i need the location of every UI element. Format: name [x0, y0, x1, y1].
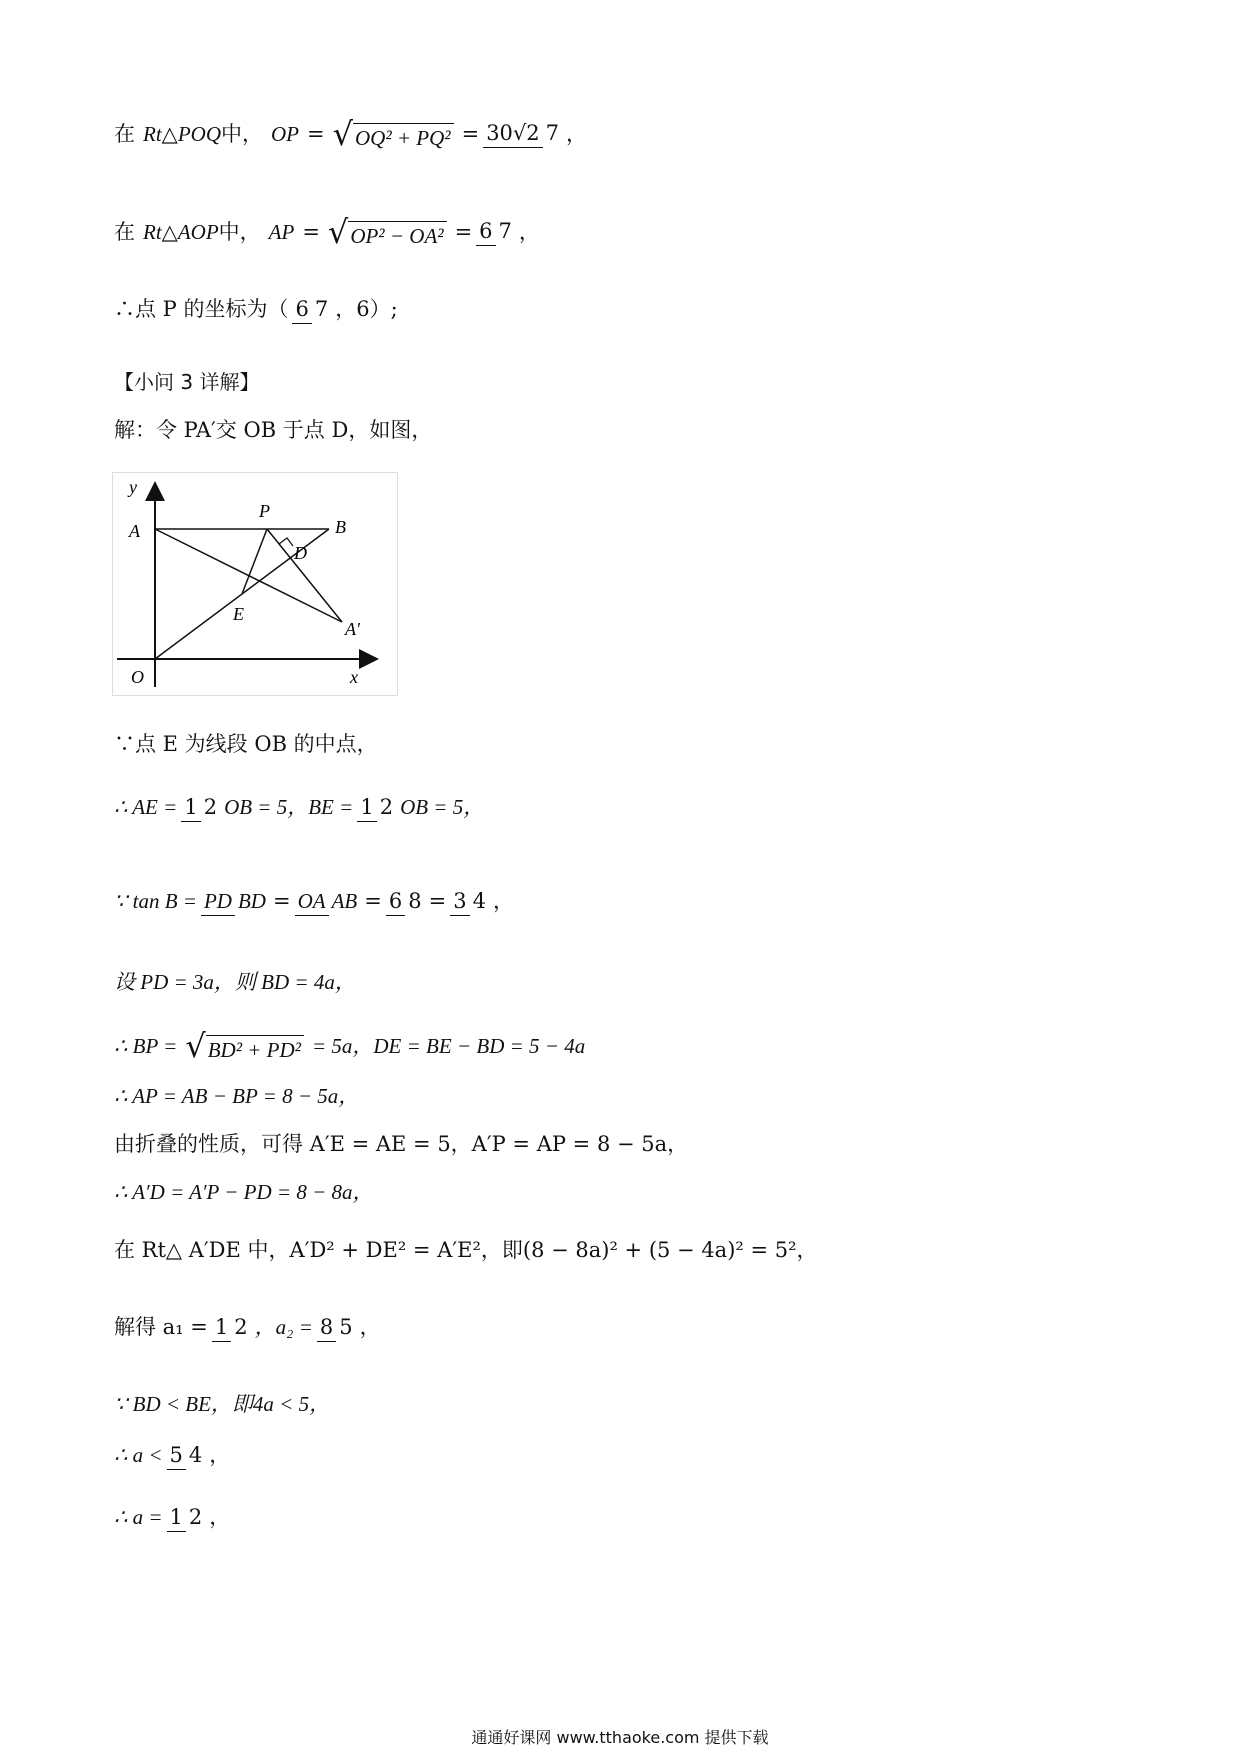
- folding-property: 由折叠的性质，可得 A′E = AE = 5，A′P = AP = 8 − 5a，: [114, 1132, 689, 1156]
- sqrt: √BD² + PD²: [185, 1030, 304, 1062]
- equation-ad: ∴ A′D = A′P − PD = 8 − 8a，: [114, 1180, 374, 1204]
- text: ，a₂ =: [254, 1315, 313, 1340]
- numerator: PD: [201, 889, 235, 916]
- denominator: 7: [545, 121, 560, 146]
- numerator: 6: [476, 219, 495, 246]
- numerator: 3: [450, 889, 469, 916]
- text: =: [454, 219, 473, 244]
- fraction: [386, 890, 425, 913]
- sqrt: √OP² − OA²: [328, 216, 447, 248]
- solution-intro: 解：令 PA′交 OB 于点 D，如图，: [114, 418, 433, 442]
- text: ∴ a <: [114, 1443, 163, 1468]
- text: ∵ tan B =: [114, 889, 197, 914]
- text: ，: [209, 1443, 231, 1468]
- fraction: [181, 796, 220, 819]
- right-angle-mark: [279, 538, 293, 546]
- text: =: [302, 219, 320, 244]
- denominator: 2: [234, 1315, 248, 1339]
- fraction: [476, 220, 515, 243]
- text: ，: [209, 1505, 231, 1530]
- text: ，6）;: [335, 297, 398, 322]
- text: OP: [270, 121, 299, 146]
- text: ，: [492, 889, 514, 914]
- equation-tan-b: [114, 890, 514, 913]
- numerator: 1: [181, 795, 200, 822]
- text: =: [272, 889, 291, 914]
- denominator: AB: [331, 889, 358, 913]
- text: = 5a，DE = BE − BD = 5 − 4a: [311, 1033, 586, 1058]
- section-heading: 【小问 3 详解】: [114, 370, 260, 394]
- numerator: OA: [295, 889, 329, 916]
- label-a: A: [129, 521, 140, 541]
- point-p-coordinates: [114, 298, 398, 321]
- denominator: BD: [237, 889, 266, 913]
- denominator: 8: [408, 889, 422, 913]
- sqrt: √OQ² + PQ²: [333, 118, 454, 150]
- numerator: 8: [317, 1315, 336, 1342]
- fraction: [292, 298, 331, 321]
- denominator: 7: [498, 219, 512, 244]
- inequality-bd-be: ∵ BD < BE，即4a < 5，: [114, 1392, 331, 1416]
- text: =: [428, 889, 447, 914]
- equation-ap: [114, 213, 540, 251]
- label-x: x: [350, 667, 358, 687]
- text: ∴点 P 的坐标为（: [114, 297, 289, 322]
- fraction: [201, 890, 269, 913]
- denominator: 5: [339, 1315, 353, 1339]
- pythagoras-equation: 在 Rt△ A′DE 中，A′D² + DE² = A′E²，即(8 − 8a)² + (5 − 4a)² = 5²，: [114, 1238, 818, 1262]
- radicand: OP² − OA²: [348, 221, 446, 248]
- text: ，: [518, 219, 540, 244]
- fraction: [317, 1316, 356, 1339]
- numerator: 1: [167, 1505, 186, 1532]
- label-o: O: [131, 667, 144, 687]
- text: 中，: [218, 219, 261, 244]
- denominator: 2: [203, 795, 218, 819]
- label-p: P: [259, 501, 270, 521]
- label-b: B: [335, 517, 346, 537]
- equation-ae-be: [114, 796, 484, 819]
- denominator: 2: [188, 1505, 203, 1529]
- text: 解得 a₁ =: [114, 1315, 208, 1340]
- denominator: 4: [472, 889, 486, 913]
- inequality-a: [114, 1444, 230, 1467]
- result-a: [114, 1506, 230, 1529]
- equation-op: [114, 115, 588, 153]
- text: ∴ AE =: [114, 795, 178, 820]
- numerator: 1: [357, 795, 376, 822]
- fraction: [450, 890, 489, 913]
- equation-ap-ab: ∴ AP = AB − BP = 8 − 5a，: [114, 1084, 360, 1108]
- text: ，: [566, 121, 588, 146]
- denominator: 2: [379, 795, 394, 819]
- given-midpoint: ∵点 E 为线段 OB 的中点，: [114, 732, 378, 756]
- text: 在: [114, 121, 135, 146]
- text: ∴ a =: [114, 1505, 163, 1530]
- fraction: [167, 1444, 206, 1467]
- numerator: 6: [292, 297, 311, 324]
- text: OB = 5，: [400, 795, 485, 820]
- set-pd: 设 PD = 3a，则 BD = 4a，: [114, 970, 356, 994]
- fraction: [357, 796, 396, 819]
- numerator: 6: [386, 889, 405, 916]
- fraction: [167, 1506, 206, 1529]
- denominator: 7: [314, 297, 329, 321]
- text: AP: [268, 219, 295, 244]
- text: =: [461, 121, 480, 146]
- text: △POQ: [161, 121, 221, 146]
- denominator: 4: [188, 1443, 203, 1467]
- numerator: 1: [212, 1315, 231, 1342]
- text: ，: [359, 1315, 381, 1340]
- label-a-prime: A′: [345, 619, 360, 639]
- text: =: [364, 889, 382, 914]
- solutions-a: [114, 1316, 381, 1339]
- radicand: BD² + PD²: [206, 1035, 304, 1062]
- label-d: D: [294, 543, 307, 563]
- fraction: [483, 122, 562, 145]
- text: =: [306, 121, 325, 146]
- text: 在: [114, 219, 135, 244]
- text: ∴ BP =: [114, 1033, 178, 1058]
- page-footer: 通通好课网 www.tthaoke.com 提供下载: [471, 1728, 769, 1747]
- geometry-figure: [112, 472, 398, 696]
- label-y: y: [129, 477, 137, 497]
- text: Rt: [143, 219, 162, 244]
- fraction: [212, 1316, 251, 1339]
- label-e: E: [233, 604, 244, 624]
- radicand: OQ² + PQ²: [353, 123, 454, 150]
- numerator: 5: [167, 1443, 186, 1470]
- text: Rt: [143, 121, 162, 146]
- fraction: [295, 890, 361, 913]
- text: OB = 5，BE =: [224, 795, 354, 820]
- text: △AOP: [161, 219, 219, 244]
- text: 中，: [220, 121, 263, 146]
- equation-bp: [114, 1027, 586, 1065]
- numerator: 30√2: [483, 121, 542, 148]
